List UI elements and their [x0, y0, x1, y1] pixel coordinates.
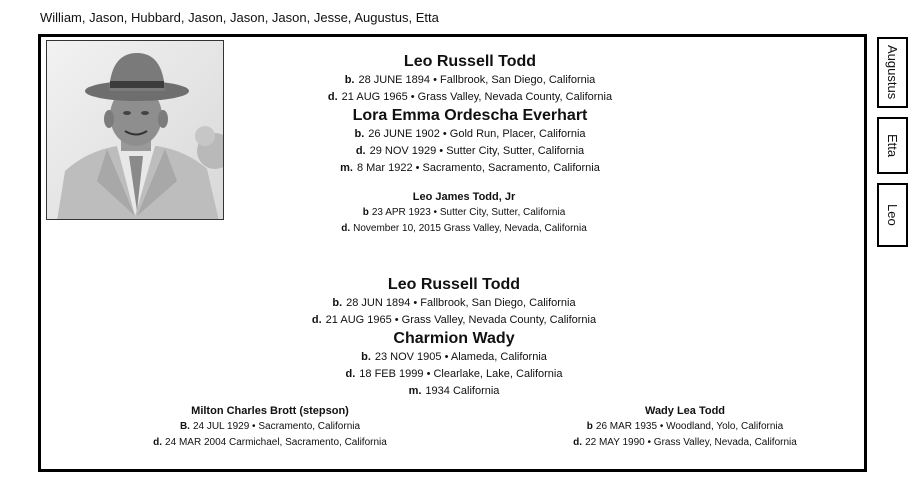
- husband-name: Leo Russell Todd: [403, 53, 537, 70]
- death-label: d.: [355, 145, 366, 157]
- portrait-photo: [46, 40, 224, 220]
- wife-name: Lora Emma Ordescha Everhart: [352, 107, 588, 124]
- tab-leo[interactable]: [877, 183, 908, 247]
- child-death: [120, 435, 420, 451]
- death-label: d.: [327, 91, 338, 103]
- husband-name: Leo Russell Todd: [387, 276, 521, 293]
- husband-death: [244, 312, 664, 329]
- birth-text: 26 JUNE 1902 • Gold Run, Placer, California: [368, 128, 586, 140]
- tab-etta[interactable]: [877, 117, 908, 174]
- death-label: d.: [345, 368, 356, 380]
- death-label: d.: [153, 437, 163, 448]
- family-2-child-left: [120, 403, 420, 451]
- death-text: 21 AUG 1965 • Grass Valley, Nevada County, California: [325, 314, 597, 326]
- death-label: d.: [341, 223, 351, 234]
- birth-text: 28 JUN 1894 • Fallbrook, San Diego, California: [346, 297, 576, 309]
- family-2: [244, 275, 664, 400]
- wife-death: [260, 143, 680, 160]
- child-name: Leo James Todd, Jr: [412, 191, 516, 203]
- wife-name: Charmion Wady: [393, 330, 515, 347]
- family-1: [260, 52, 680, 177]
- child-death: [264, 221, 664, 237]
- birth-label: b: [586, 421, 593, 432]
- husband-birth: [260, 72, 680, 89]
- marriage-label: m.: [408, 385, 422, 397]
- tab-augustus[interactable]: [877, 37, 908, 108]
- birth-label: B.: [179, 421, 190, 432]
- birth-text: 23 NOV 1905 • Alameda, California: [374, 351, 547, 363]
- death-text: 24 MAR 2004 Carmichael, Sacramento, California: [165, 437, 387, 448]
- birth-label: b.: [332, 297, 343, 309]
- death-text: 29 NOV 1929 • Sutter City, Sutter, California: [369, 145, 585, 157]
- birth-text: 23 APR 1923 • Sutter City, Sutter, California: [371, 207, 566, 218]
- marriage-label: m.: [340, 162, 353, 174]
- breadcrumb: William, Jason, Hubbard, Jason, Jason, Jason, Jesse, Augustus, Etta: [40, 10, 439, 25]
- birth-text: 28 JUNE 1894 • Fallbrook, San Diego, California: [358, 74, 596, 86]
- birth-label: b.: [354, 128, 365, 140]
- tab-label: Leo: [885, 204, 900, 226]
- marriage: [260, 160, 680, 177]
- family-1-child: [264, 189, 664, 237]
- child-name: Wady Lea Todd: [644, 405, 726, 417]
- wife-death: [244, 366, 664, 383]
- family-2-child-right: [535, 403, 835, 451]
- child-death: [535, 435, 835, 451]
- birth-label: b.: [361, 351, 371, 363]
- wife-birth: [260, 126, 680, 143]
- death-text: 22 MAY 1990 • Grass Valley, Nevada, California: [585, 437, 797, 448]
- child-name: Milton Charles Brott (stepson): [191, 405, 349, 417]
- child-birth: [264, 205, 664, 221]
- child-birth: [535, 419, 835, 435]
- marriage: [244, 383, 664, 400]
- death-label: d.: [573, 437, 583, 448]
- husband-death: [260, 89, 680, 106]
- husband-birth: [244, 295, 664, 312]
- death-text: 18 FEB 1999 • Clearlake, Lake, California: [359, 368, 563, 380]
- marriage-text: 8 Mar 1922 • Sacramento, Sacramento, California: [356, 162, 600, 174]
- death-label: d.: [311, 314, 322, 326]
- marriage-text: 1934 California: [425, 385, 500, 397]
- birth-text: 26 MAR 1935 • Woodland, Yolo, California: [595, 421, 784, 432]
- tab-label: Augustus: [885, 45, 900, 100]
- child-birth: [120, 419, 420, 435]
- wife-birth: [244, 349, 664, 366]
- death-text: 21 AUG 1965 • Grass Valley, Nevada County, California: [341, 91, 613, 103]
- birth-label: b: [362, 207, 369, 218]
- birth-label: b.: [344, 74, 355, 86]
- death-text: November 10, 2015 Grass Valley, Nevada, California: [353, 223, 587, 234]
- tab-label: Etta: [885, 133, 900, 158]
- birth-text: 24 JUL 1929 • Sacramento, California: [192, 421, 361, 432]
